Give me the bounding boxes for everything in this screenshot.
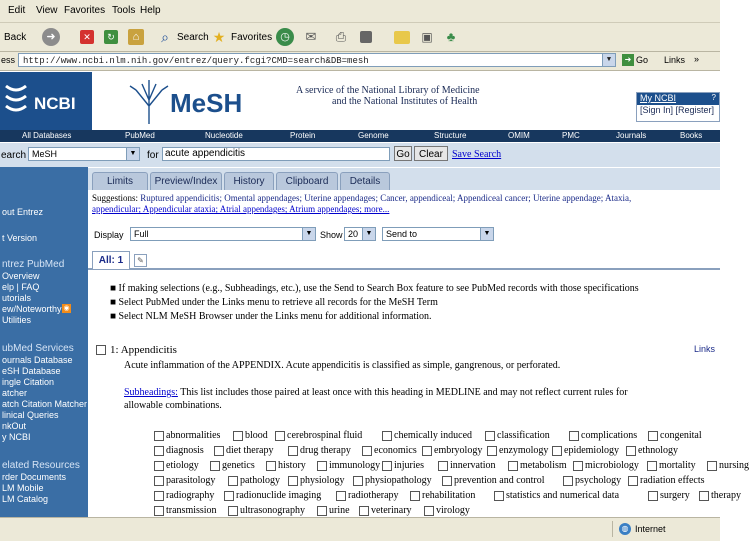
subheading-label: radiography xyxy=(166,490,215,501)
main-content xyxy=(88,190,749,530)
subheading-option[interactable] xyxy=(228,505,305,516)
subheading-grid xyxy=(154,430,749,520)
subheading-option[interactable] xyxy=(382,430,472,441)
sidebar-item-journals-database[interactable]: ournals Database xyxy=(2,355,73,365)
display-label: Display xyxy=(94,230,124,240)
nav-all-databases[interactable]: All Databases xyxy=(22,131,72,140)
subheading-checkbox[interactable] xyxy=(317,461,327,471)
nav-nucleotide[interactable]: Nucleotide xyxy=(205,131,243,140)
edit-icon xyxy=(360,31,372,43)
stop-button[interactable] xyxy=(80,26,94,48)
subheading-checkbox[interactable] xyxy=(154,431,164,441)
nav-journals[interactable]: Journals xyxy=(616,131,647,140)
subheading-option[interactable] xyxy=(275,430,362,441)
tab-all[interactable]: All: 1 xyxy=(92,251,130,269)
sidebar-section-pubmed-services: ubMed Services xyxy=(2,343,74,354)
subheading-label: urine xyxy=(329,505,350,516)
sidebar-about-entrez[interactable]: out Entrez xyxy=(2,207,44,217)
subheading-option[interactable] xyxy=(362,445,417,456)
go-search-button[interactable]: Go xyxy=(394,146,412,161)
subheading-label: virology xyxy=(436,505,470,516)
subheading-checkbox[interactable] xyxy=(552,446,562,456)
globe-icon: ◍ xyxy=(619,523,631,535)
subheading-checkbox[interactable] xyxy=(336,491,346,501)
subheading-label: radionuclide imaging xyxy=(236,490,322,501)
suggestions xyxy=(92,193,712,215)
subheading-checkbox[interactable] xyxy=(382,431,392,441)
tip-text-1: If making selections (e.g., Subheadings, etc.), use the Send to Search Box feature to see PubMed records with those specifications xyxy=(118,283,639,294)
subheading-checkbox[interactable] xyxy=(628,476,638,486)
subheading-option[interactable] xyxy=(154,460,199,471)
sidebar-item-nlm-catalog[interactable]: LM Catalog xyxy=(2,494,49,504)
subheading-option[interactable] xyxy=(707,460,749,471)
database-nav xyxy=(0,130,720,142)
subheading-label: veterinary xyxy=(371,505,412,516)
subheading-option[interactable] xyxy=(573,460,639,471)
save-search-link[interactable]: Save Search xyxy=(452,149,502,160)
subheading-option[interactable] xyxy=(648,490,690,501)
tips-list xyxy=(110,282,710,324)
subheading-label: radiation effects xyxy=(640,475,705,486)
favorites-button[interactable] xyxy=(210,26,272,48)
sidebar-item-clinical-queries[interactable]: linical Queries xyxy=(2,410,59,420)
subheadings-text-1: This list includes those paired at least once with this heading in MEDLINE and may not reflect current rules for xyxy=(180,387,628,398)
subheading-option[interactable] xyxy=(569,430,637,441)
subheading-checkbox[interactable] xyxy=(154,476,164,486)
subheading-label: therapy xyxy=(711,490,741,501)
chevron-down-icon: ▼ xyxy=(126,148,139,160)
subheading-checkbox[interactable] xyxy=(154,461,164,471)
subheading-checkbox[interactable] xyxy=(154,491,164,501)
subheading-option[interactable] xyxy=(647,460,696,471)
bullet-icon: ■ xyxy=(110,297,119,308)
messenger-icon: ♣ xyxy=(446,29,456,44)
subheading-option[interactable] xyxy=(233,430,268,441)
browser-toolbar xyxy=(0,23,720,52)
tip-text-3: Select NLM MeSH Browser under the Links menu for additional information. xyxy=(118,311,432,322)
tab-clipboard[interactable]: Clipboard xyxy=(276,172,338,190)
menu-view[interactable]: View xyxy=(36,5,58,16)
subheading-label: congenital xyxy=(660,430,702,441)
subheading-label: physiopathology xyxy=(365,475,432,486)
subheading-option[interactable] xyxy=(438,460,496,471)
subheading-label: immunology xyxy=(329,460,381,471)
address-label: ess xyxy=(1,55,16,65)
subheading-checkbox[interactable] xyxy=(210,461,220,471)
nav-structure[interactable]: Structure xyxy=(434,131,467,140)
print-button[interactable] xyxy=(332,26,350,48)
subheading-label: genetics xyxy=(222,460,255,471)
subheading-option[interactable] xyxy=(508,460,567,471)
mesh-header xyxy=(92,72,720,130)
mail-icon: ✉ xyxy=(305,29,317,44)
menu-tools[interactable]: Tools xyxy=(112,5,136,16)
subheading-label: injuries xyxy=(394,460,424,471)
sidebar-item-utilities[interactable]: Utilities xyxy=(2,315,32,325)
back-button[interactable] xyxy=(4,26,26,48)
subheading-label: diagnosis xyxy=(166,445,204,456)
suggestions-line-1[interactable]: Ruptured appendicitis; Omental appendages; Uterine appendages; Cancer, appendiceal; Appendiceal cancer; Uterine appendage; Ataxia, xyxy=(140,193,632,203)
back-label: Back xyxy=(4,31,27,43)
chevron-down-icon: ▼ xyxy=(480,228,493,240)
subheading-option[interactable] xyxy=(228,475,280,486)
subheading-label: enzymology xyxy=(499,445,549,456)
sidebar-item-order-documents[interactable]: rder Documents xyxy=(2,472,67,482)
subheading-label: history xyxy=(278,460,306,471)
folder-icon xyxy=(394,31,410,44)
subheading-label: ultrasonography xyxy=(240,505,305,516)
subheading-option[interactable] xyxy=(154,430,220,441)
subheading-label: surgery xyxy=(660,490,690,501)
tools-icon[interactable]: ✎ xyxy=(134,254,147,267)
subheading-option[interactable] xyxy=(648,430,702,441)
help-icon[interactable]: ? xyxy=(711,93,716,102)
nav-omim[interactable]: OMIM xyxy=(508,131,530,140)
database-select[interactable] xyxy=(28,147,140,161)
subheading-label: psychology xyxy=(575,475,622,486)
subheading-checkbox[interactable] xyxy=(569,431,579,441)
subheading-label: statistics and numerical data xyxy=(506,490,620,501)
subheading-option[interactable] xyxy=(552,445,619,456)
forward-button[interactable] xyxy=(42,26,60,48)
display-value: Full xyxy=(134,229,149,239)
subheading-checkbox[interactable] xyxy=(224,491,234,501)
subheading-label: innervation xyxy=(450,460,496,471)
nav-pmc[interactable]: PMC xyxy=(562,131,580,140)
sidebar-section-related-resources: elated Resources xyxy=(2,460,80,471)
tip-item xyxy=(110,282,710,296)
subheading-checkbox[interactable] xyxy=(494,491,504,501)
subheading-checkbox[interactable] xyxy=(288,446,298,456)
subheading-label: transmission xyxy=(166,505,217,516)
rss-icon[interactable]: ◉ xyxy=(63,305,70,312)
subheading-option[interactable] xyxy=(154,445,204,456)
subheading-label: pathology xyxy=(240,475,280,486)
subheading-label: complications xyxy=(581,430,638,441)
subheading-option[interactable] xyxy=(494,490,619,501)
helix-icon xyxy=(2,82,30,118)
refresh-icon: ↻ xyxy=(104,30,118,44)
subheading-checkbox[interactable] xyxy=(707,461,717,471)
subheading-checkbox[interactable] xyxy=(362,446,372,456)
subheading-checkbox[interactable] xyxy=(648,431,658,441)
results-tab-strip xyxy=(88,250,720,270)
chevron-down-icon: ▼ xyxy=(302,228,315,240)
links-menu[interactable]: Links xyxy=(694,344,716,354)
subheading-label: economics xyxy=(374,445,417,456)
search-icon: ⌕ xyxy=(161,29,169,45)
ncbi-logo-band xyxy=(0,72,92,130)
for-label: for xyxy=(147,150,159,161)
tab-row xyxy=(88,168,720,190)
status-bar xyxy=(0,517,720,541)
tip-item xyxy=(110,296,710,310)
subheading-checkbox[interactable] xyxy=(573,461,583,471)
suggestions-label: Suggestions: xyxy=(92,193,139,203)
subheading-option[interactable] xyxy=(317,460,380,471)
service-line-1: A service of the National Library of Medicine xyxy=(296,85,480,96)
subheading-checkbox[interactable] xyxy=(626,446,636,456)
subheading-option[interactable] xyxy=(410,490,475,501)
subheading-label: metabolism xyxy=(520,460,567,471)
subheading-option[interactable] xyxy=(422,445,482,456)
subheading-option[interactable] xyxy=(487,445,548,456)
subheading-checkbox[interactable] xyxy=(228,476,238,486)
subheading-label: rehabilitation xyxy=(422,490,476,501)
research-button[interactable] xyxy=(418,26,436,48)
forward-arrow-icon: ➜ xyxy=(42,28,60,46)
subheading-option[interactable] xyxy=(154,505,217,516)
result-definition: Acute inflammation of the APPENDIX. Acute appendicitis is classified as simple, gangrenous, or perforated. xyxy=(124,360,561,371)
subheading-label: cerebrospinal fluid xyxy=(287,430,363,441)
sidebar-item-linkout[interactable]: nkOut xyxy=(2,421,27,431)
search-input[interactable] xyxy=(162,147,390,161)
subheading-label: chemically induced xyxy=(394,430,473,441)
links-label[interactable]: Links xyxy=(664,55,686,65)
menu-bar xyxy=(0,0,720,23)
menu-favorites[interactable]: Favorites xyxy=(64,5,106,16)
sidebar-item-help-faq[interactable]: elp | FAQ xyxy=(2,282,40,292)
show-label: Show xyxy=(320,230,343,240)
refresh-button[interactable] xyxy=(104,26,118,48)
history-icon: ◷ xyxy=(276,28,294,46)
subheading-checkbox[interactable] xyxy=(154,446,164,456)
subheading-option[interactable] xyxy=(154,475,215,486)
links-chevron-icon[interactable]: » xyxy=(694,54,700,64)
subheading-label: ethnology xyxy=(638,445,678,456)
nav-protein[interactable]: Protein xyxy=(290,131,316,140)
subheading-checkbox[interactable] xyxy=(266,461,276,471)
subheadings-note xyxy=(124,386,704,412)
go-button[interactable] xyxy=(622,54,648,66)
tab-details[interactable]: Details xyxy=(340,172,390,190)
subheadings-link[interactable]: Subheadings: xyxy=(124,387,178,398)
sidebar-item-nlm-mobile[interactable]: LM Mobile xyxy=(2,483,44,493)
sidebar xyxy=(0,167,88,527)
subheading-label: etiology xyxy=(166,460,199,471)
subheading-option[interactable] xyxy=(214,445,273,456)
subheading-option[interactable] xyxy=(288,475,344,486)
subheading-checkbox[interactable] xyxy=(508,461,518,471)
subheading-checkbox[interactable] xyxy=(647,461,657,471)
subheading-checkbox[interactable] xyxy=(442,476,452,486)
result-title[interactable]: 1: Appendicitis xyxy=(110,344,177,356)
research-icon: ▣ xyxy=(421,30,433,44)
stop-icon: ✕ xyxy=(80,30,94,44)
send-to-value: Send to xyxy=(386,229,418,239)
messenger-button[interactable] xyxy=(442,26,460,48)
clear-button[interactable]: Clear xyxy=(414,146,448,161)
zone-label: Internet xyxy=(635,524,666,534)
subheading-label: physiology xyxy=(300,475,345,486)
subheading-option[interactable] xyxy=(485,430,550,441)
address-dropdown-icon[interactable]: ▼ xyxy=(602,54,615,66)
subheading-checkbox[interactable] xyxy=(233,431,243,441)
subheading-checkbox[interactable] xyxy=(214,446,224,456)
subheading-checkbox[interactable] xyxy=(154,506,164,516)
subheading-checkbox[interactable] xyxy=(648,491,658,501)
home-icon: ⌂ xyxy=(128,29,144,45)
subheading-checkbox[interactable] xyxy=(699,491,709,501)
subheading-option[interactable] xyxy=(154,490,214,501)
subheading-checkbox[interactable] xyxy=(485,431,495,441)
show-value: 20 xyxy=(348,229,359,239)
sidebar-item-matcher[interactable]: atcher xyxy=(2,388,28,398)
subheading-checkbox[interactable] xyxy=(382,461,392,471)
subheading-checkbox[interactable] xyxy=(288,476,298,486)
subheading-label: nursing xyxy=(719,460,749,471)
zone-indicator xyxy=(612,521,723,537)
subheading-option[interactable] xyxy=(382,460,424,471)
subheading-checkbox[interactable] xyxy=(422,446,432,456)
bullet-icon: ■ xyxy=(110,283,119,294)
tip-text-2: Select PubMed under the Links menu to retrieve all records for the MeSH Term xyxy=(118,297,438,308)
subheading-label: drug therapy xyxy=(300,445,351,456)
print-icon: ⎙ xyxy=(335,29,347,44)
show-select[interactable] xyxy=(344,227,376,241)
chevron-down-icon: ▼ xyxy=(362,228,375,240)
subheading-label: blood xyxy=(245,430,268,441)
menu-help[interactable]: Help xyxy=(140,5,161,16)
go-label: Go xyxy=(636,55,649,65)
subheading-checkbox[interactable] xyxy=(317,506,327,516)
search-button[interactable] xyxy=(156,26,209,48)
database-value: MeSH xyxy=(32,149,58,159)
my-ncbi-title xyxy=(637,93,719,105)
address-input[interactable] xyxy=(18,53,616,67)
subheading-option[interactable] xyxy=(699,490,741,501)
subheading-option[interactable] xyxy=(288,445,351,456)
edit-button[interactable] xyxy=(360,26,372,48)
tab-history[interactable]: History xyxy=(224,172,274,190)
sidebar-section-entrez-pubmed: ntrez PubMed xyxy=(2,259,65,270)
bullet-icon: ■ xyxy=(110,311,119,322)
sign-in-links[interactable]: [Sign In] [Register] xyxy=(640,105,715,115)
nav-pubmed[interactable]: PubMed xyxy=(125,131,155,140)
suggestions-line-2[interactable]: appendicular; Appendicular ataxia; Atrial appendages; Atrium appendages; more... xyxy=(92,204,390,214)
my-ncbi-link[interactable]: My NCBI xyxy=(640,93,676,103)
ncbi-logo[interactable]: NCBI xyxy=(34,94,76,113)
subheading-option[interactable] xyxy=(224,490,321,501)
subheading-label: embryology xyxy=(434,445,483,456)
tab-preview-index[interactable]: Preview/Index xyxy=(150,172,222,190)
display-select[interactable] xyxy=(130,227,316,241)
star-icon: ★ xyxy=(212,29,226,45)
subheading-label: mortality xyxy=(659,460,696,471)
subheading-option[interactable] xyxy=(626,445,678,456)
go-arrow-icon: ➜ xyxy=(622,54,634,66)
search-query: acute appendicitis xyxy=(165,148,246,159)
mail-button[interactable] xyxy=(302,26,320,48)
subheading-checkbox[interactable] xyxy=(228,506,238,516)
subheading-checkbox[interactable] xyxy=(410,491,420,501)
subheading-checkbox[interactable] xyxy=(359,506,369,516)
sidebar-item-single-citation[interactable]: ingle Citation xyxy=(2,377,55,387)
mesh-logo: MeSH xyxy=(170,88,243,118)
sidebar-item-batch-citation-matcher[interactable]: atch Citation Matcher xyxy=(2,399,88,409)
tree-icon xyxy=(126,76,172,126)
my-ncbi-box xyxy=(636,92,720,122)
subheading-option[interactable] xyxy=(628,475,705,486)
subheading-checkbox[interactable] xyxy=(487,446,497,456)
sidebar-item-overview[interactable]: Overview xyxy=(2,271,40,281)
subheading-option[interactable] xyxy=(317,505,350,516)
subheading-label: radiotherapy xyxy=(348,490,399,501)
tip-item xyxy=(110,310,710,324)
folder-button[interactable] xyxy=(394,26,410,48)
subheading-option[interactable] xyxy=(442,475,545,486)
subheading-option[interactable] xyxy=(424,505,470,516)
service-line-2: and the National Institutes of Health xyxy=(332,96,478,107)
search-label: Search xyxy=(177,31,209,43)
subheading-option[interactable] xyxy=(563,475,621,486)
subheadings-text-2: allowable combinations. xyxy=(124,400,222,411)
subheading-label: parasitology xyxy=(166,475,216,486)
address-bar xyxy=(0,52,720,71)
sidebar-item-new-noteworthy[interactable]: ew/Noteworthy xyxy=(2,304,62,314)
subheading-label: epidemiology xyxy=(564,445,619,456)
subheading-label: abnormalities xyxy=(166,430,221,441)
history-button[interactable] xyxy=(276,26,294,48)
send-to-select[interactable] xyxy=(382,227,494,241)
nav-genome[interactable]: Genome xyxy=(358,131,389,140)
subheading-checkbox[interactable] xyxy=(438,461,448,471)
subheading-checkbox[interactable] xyxy=(275,431,285,441)
subheading-label: diet therapy xyxy=(226,445,274,456)
subheading-label: prevention and control xyxy=(454,475,545,486)
subheading-checkbox[interactable] xyxy=(424,506,434,516)
tab-limits[interactable]: Limits xyxy=(92,172,148,190)
search-row xyxy=(0,143,720,167)
subheading-checkbox[interactable] xyxy=(353,476,363,486)
subheading-option[interactable] xyxy=(210,460,255,471)
subheading-checkbox[interactable] xyxy=(563,476,573,486)
sidebar-item-mesh-database[interactable]: eSH Database xyxy=(2,366,61,376)
result-checkbox[interactable] xyxy=(96,345,108,356)
subheading-label: classification xyxy=(497,430,550,441)
menu-edit[interactable]: Edit xyxy=(8,5,26,16)
subheading-option[interactable] xyxy=(353,475,432,486)
home-button[interactable] xyxy=(128,26,144,48)
subheading-option[interactable] xyxy=(266,460,306,471)
nav-books[interactable]: Books xyxy=(680,131,703,140)
subheading-option[interactable] xyxy=(336,490,399,501)
sidebar-item-my-ncbi[interactable]: y NCBI xyxy=(2,432,31,442)
sidebar-text-version[interactable]: t Version xyxy=(2,233,38,243)
subheading-option[interactable] xyxy=(359,505,412,516)
address-value: http://www.ncbi.nlm.nih.gov/entrez/query.fcgi?CMD=search&DB=mesh xyxy=(23,56,369,66)
search-db-label: earch xyxy=(1,150,27,161)
favorites-label: Favorites xyxy=(231,31,273,43)
subheading-label: microbiology xyxy=(585,460,639,471)
sidebar-item-tutorials[interactable]: utorials xyxy=(2,293,32,303)
